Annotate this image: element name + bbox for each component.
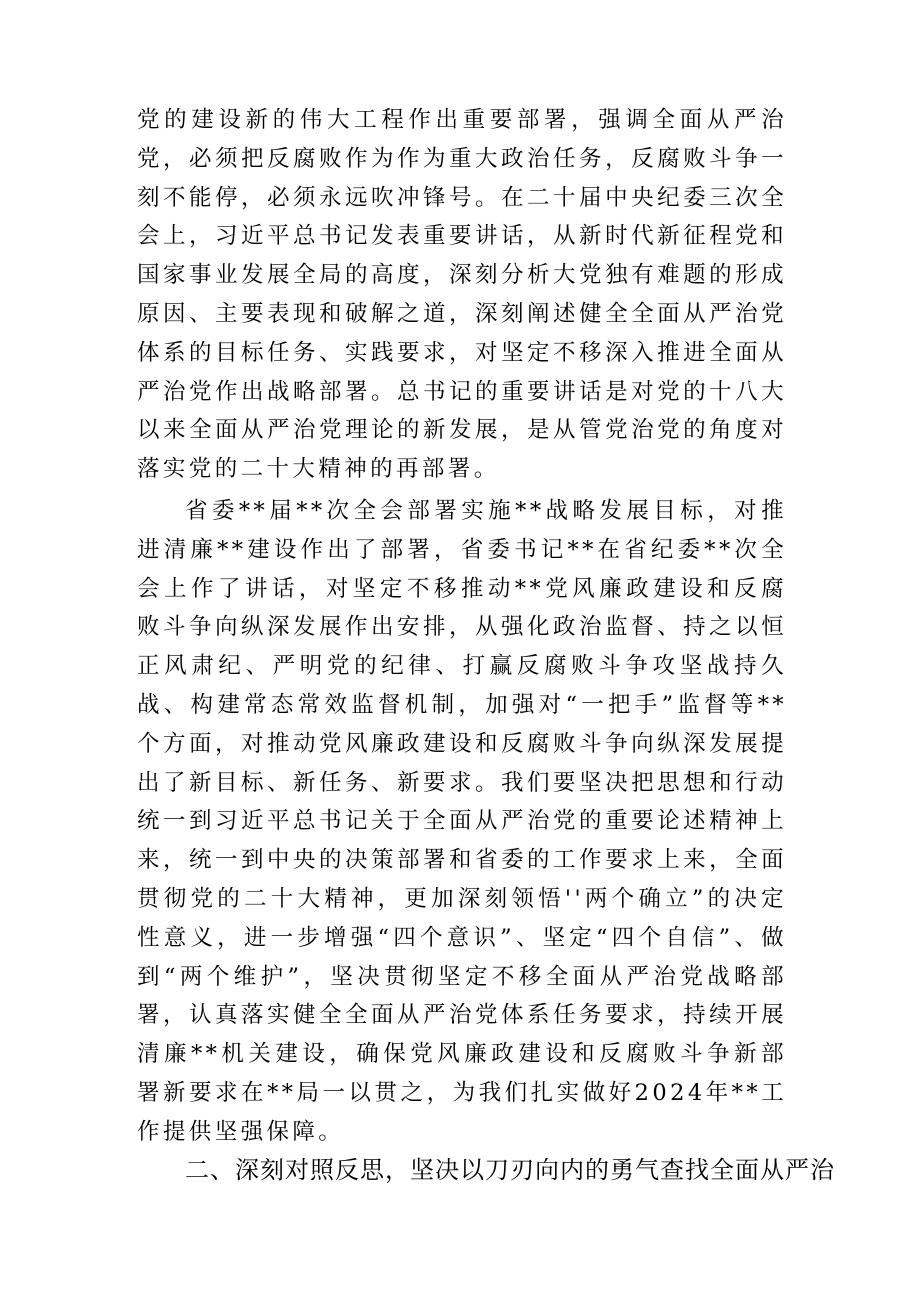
body-paragraph-1: 党的建设新的伟大工程作出重要部署，强调全面从严治党，必须把反腐败作为作为重大政治任务，反腐败斗争一刻不能停，必须永远吹冲锋号。在二十届中央纪委三次全会上，习近平总书记发表重要讲话，从新时代新征程党和国家事业发展全局的高度，深刻分析大党独有难题的形成原因、主要表现和破解之道，深刻阐述健全全面从严治党体系的目标任务、实践要求，对坚定不移深入推进全面从严治党作出战略部署。总书记的重要讲话是对党的十八大以来全面从严治党理论的新发展，是从管党治党的角度对落实党的二十大精神的再部署。 bbox=[137, 107, 787, 483]
section-heading: 二、深刻对照反思，坚决以刀刃向内的勇气查找全面从严治 bbox=[185, 1156, 835, 1184]
body-paragraph-2: 省委**届**次全会部署实施**战略发展目标，对推进清廉**建设作出了部署，省委书记**在省纪委**次全会上作了讲话，对坚定不移推动**党风廉政建设和反腐败斗争向纵深发展作出安排，从强化政治监督、持之以恒正风肃纪、严明党的纪律、打赢反腐败斗争攻坚战持久战、构建常态常效监督机制，加强对“一把手”监督等**个方面，对推动党风廉政建设和反腐败斗争向纵深发展提出了新目标、新任务、新要求。我们要坚决把思想和行动统一到习近平总书记关于全面从严治党的重要论述精神上来，统一到中央的决策部署和省委的工作要求上来，全面贯彻党的二十大精神，更加深刻领悟''两个确立”的决定性意义，进一步增强“四个意识”、坚定“四个自信”、做到“两个维护”，坚决贯彻坚定不移全面从严治党战略部署，认真落实健全全面从严治党体系任务要求，持续开展清廉**机关建设，确保党风廉政建设和反腐败斗争新部署新要求在**局一以贯之，为我们扎实做好2024年**工作提供坚强保障。 bbox=[137, 498, 787, 1145]
